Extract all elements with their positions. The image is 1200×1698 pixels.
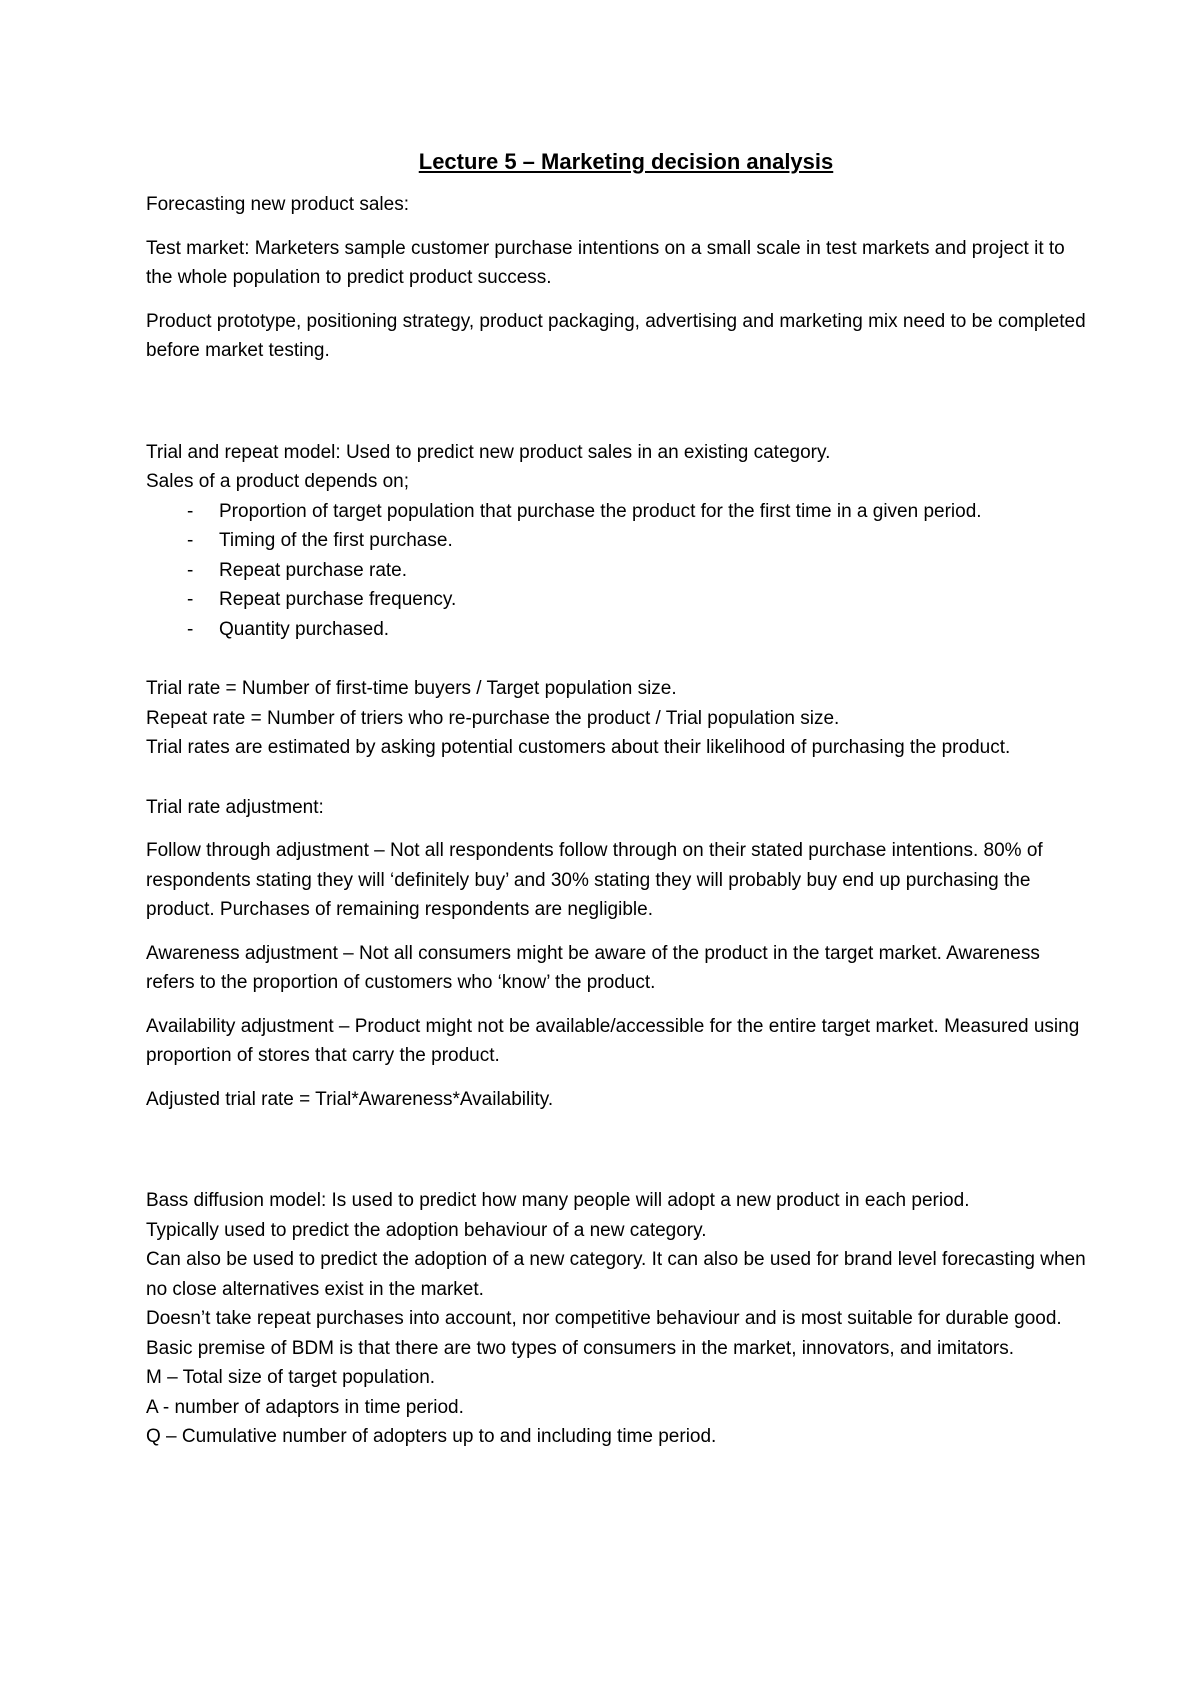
- bass-intro: Bass diffusion model: Is used to predict how many people will adopt a new product in each period.: [146, 1190, 970, 1211]
- bass-a-definition: A - number of adaptors in time period.: [146, 1396, 464, 1418]
- adjustment-heading: Trial rate adjustment:: [146, 796, 324, 818]
- spacer: [146, 763, 1086, 793]
- dash-bullet: -: [187, 500, 194, 522]
- dash-bullet: -: [187, 589, 194, 610]
- list-item: [146, 497, 1086, 527]
- bass-also: Can also be used to predict the adoption of a new category. It can also be used for brand level forecasting when no close alternatives exist in the market.: [146, 1249, 1086, 1300]
- dash-bullet: -: [187, 559, 194, 581]
- dash-bullet: -: [187, 618, 194, 640]
- list-item-text: Quantity purchased.: [219, 618, 390, 640]
- spacer: [146, 644, 1086, 674]
- awareness-paragraph: Awareness adjustment – Not all consumers might be aware of the product in the target market. Awareness refers to the proportion of customers who ‘know’ the product.: [146, 942, 1040, 993]
- availability-paragraph: Availability adjustment – Product might not be available/accessible for the entire target market. Measured using proportion of stores that carry the product.: [146, 1015, 1080, 1066]
- bass-m-definition: M – Total size of target population.: [146, 1367, 436, 1388]
- repeat-rate-formula: Repeat rate = Number of triers who re-purchase the product / Trial population size.: [146, 707, 840, 729]
- list-item-text: Timing of the first purchase.: [219, 530, 453, 551]
- bass-doesnt: Doesn’t take repeat purchases into account, nor competitive behaviour and is most suitable for durable good.: [146, 1308, 1062, 1329]
- document-body: [146, 147, 1086, 1452]
- bass-typically: Typically used to predict the adoption behaviour of a new category.: [146, 1219, 707, 1241]
- list-item: [146, 556, 1086, 586]
- rates-section: [146, 674, 1086, 763]
- trial-repeat-depends: Sales of a product depends on;: [146, 471, 410, 492]
- list-item-text: Repeat purchase frequency.: [219, 589, 457, 610]
- adjusted-rate-formula: Adjusted trial rate = Trial*Awareness*Availability.: [146, 1088, 554, 1110]
- test-market-paragraph: Test market: Marketers sample customer purchase intentions on a small scale in test markets and project it to the whole population to predict product success.: [146, 237, 1065, 288]
- follow-through-paragraph: Follow through adjustment – Not all respondents follow through on their stated purchase intentions. 80% of respondents stating they will ‘definitely buy’ and 30% stating they will probably buy end up purchasing the product. Purchases of remaining respondents are negligible.: [146, 840, 1043, 920]
- list-item: [146, 585, 1086, 615]
- list-item-text: Proportion of target population that purchase the product for the first time in a given period.: [219, 500, 982, 522]
- spacer: [146, 380, 1086, 438]
- spacer: [146, 1128, 1086, 1186]
- trial-rate-estimation: Trial rates are estimated by asking potential customers about their likelihood of purchasing the product.: [146, 737, 1011, 758]
- forecasting-heading: Forecasting new product sales:: [146, 194, 409, 215]
- list-item: [146, 526, 1086, 556]
- trial-repeat-intro: Trial and repeat model: Used to predict new product sales in an existing category.: [146, 441, 831, 463]
- trial-repeat-list: [146, 497, 1086, 645]
- bass-section: [146, 1186, 1086, 1452]
- bass-q-definition: Q – Cumulative number of adopters up to and including time period.: [146, 1426, 717, 1447]
- trial-rate-formula: Trial rate = Number of first-time buyers / Target population size.: [146, 678, 677, 699]
- prototype-paragraph: Product prototype, positioning strategy, product packaging, advertising and marketing mix need to be completed before market testing.: [146, 310, 1086, 361]
- list-item: [146, 615, 1086, 645]
- page-title: Lecture 5 – Marketing decision analysis: [418, 149, 834, 174]
- list-item-text: Repeat purchase rate.: [219, 559, 408, 581]
- trial-repeat-section: [146, 438, 1086, 645]
- dash-bullet: -: [187, 530, 194, 551]
- bass-premise: Basic premise of BDM is that there are two types of consumers in the market, innovators, and imitators.: [146, 1337, 1015, 1359]
